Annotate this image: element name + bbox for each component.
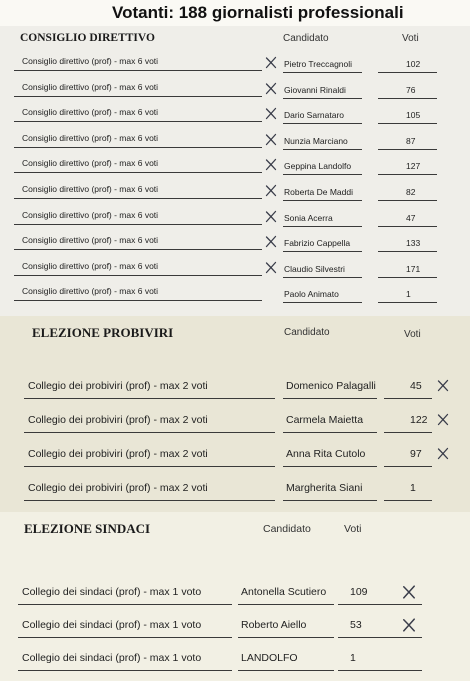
underline-rule [283,226,362,227]
underline-rule [378,98,437,99]
table-row [0,54,470,80]
table-row [0,646,470,672]
underline-rule [238,670,334,671]
underline-rule [14,275,262,276]
underline-rule [283,98,362,99]
section-title: ELEZIONE SINDACI [24,521,151,536]
column-header-candidate: Candidato [284,327,330,338]
underline-rule [384,500,432,501]
underline-rule [24,500,275,501]
underline-rule [14,172,262,173]
underline-rule [283,500,377,501]
underline-rule [18,604,232,605]
elected-x-mark-icon [265,107,277,125]
candidate-name: Carmela Maietta [286,414,364,426]
candidate-name: Claudio Silvestri [284,263,345,274]
elected-x-mark-icon [437,379,449,397]
vote-count: 109 [350,586,368,598]
underline-rule [378,123,437,124]
column-header-votes: Voti [404,329,421,340]
underline-rule [378,277,437,278]
underline-rule [283,251,362,252]
column-header-candidate: Candidato [283,33,329,44]
underline-rule [384,466,432,467]
underline-rule [378,72,437,73]
vote-count: 122 [410,414,428,426]
underline-rule [378,226,437,227]
vote-count: 76 [406,84,416,95]
column-header-votes: Voti [344,523,362,535]
vote-count: 82 [406,187,416,197]
underline-rule [24,466,275,467]
vote-count: 133 [406,238,421,249]
elected-x-mark-icon [265,184,277,202]
vote-count: 87 [406,135,416,146]
row-label: Consiglio direttivo (prof) - max 6 voti [22,235,159,246]
underline-rule [283,72,362,73]
underline-rule [14,198,262,199]
vote-count: 1 [410,482,416,494]
candidate-name: Dario Sarnataro [284,110,345,121]
underline-rule [14,147,262,148]
row-label: Collegio dei sindaci (prof) - max 1 voto [22,619,202,631]
elected-x-mark-icon [402,585,416,604]
underline-rule [18,670,232,671]
voters-title: Votanti: 188 giornalisti professionali [112,3,404,22]
table-row [0,580,470,606]
table-row [0,233,470,259]
table-row [0,476,470,502]
row-label: Collegio dei sindaci (prof) - max 1 voto [22,652,202,664]
underline-rule [283,174,362,175]
vote-count: 1 [350,652,356,664]
row-label: Collegio dei probiviri (prof) - max 2 voti [28,414,208,426]
underline-rule [283,466,377,467]
underline-rule [283,200,362,201]
underline-rule [14,96,262,97]
consiglio-direttivo-section [0,26,470,316]
underline-rule [24,432,275,433]
underline-rule [24,398,275,399]
table-row [0,156,470,182]
table-row [0,442,470,468]
vote-count: 97 [410,448,422,460]
elected-x-mark-icon [265,210,277,228]
underline-rule [283,123,362,124]
row-label: Collegio dei probiviri (prof) - max 2 voti [28,380,208,392]
candidate-name: LANDOLFO [241,652,298,664]
underline-rule [338,637,422,638]
elected-x-mark-icon [437,413,449,431]
underline-rule [14,300,262,301]
vote-count: 47 [406,212,416,223]
underline-rule [283,302,362,303]
table-row [0,182,470,208]
elected-x-mark-icon [265,235,277,253]
row-label: Consiglio direttivo (prof) - max 6 voti [22,81,159,92]
vote-count: 53 [350,619,362,631]
vote-count: 105 [406,110,421,121]
underline-rule [384,398,432,399]
column-header-votes: Voti [402,33,419,44]
probiviri-section [0,316,470,512]
section-title: CONSIGLIO DIRETTIVO [20,32,155,44]
table-row [0,259,470,285]
elected-x-mark-icon [265,261,277,279]
candidate-name: Pietro Treccagnoli [284,59,353,69]
table-row [0,374,470,400]
row-label: Collegio dei probiviri (prof) - max 2 voti [28,448,208,460]
section-title: ELEZIONE PROBIVIRI [32,325,174,340]
vote-count: 127 [406,161,421,172]
row-label: Consiglio direttivo (prof) - max 6 voti [22,107,159,118]
underline-rule [378,174,437,175]
candidate-name: Antonella Scutiero [241,586,327,598]
underline-rule [338,604,422,605]
elected-x-mark-icon [437,447,449,465]
candidate-name: Geppina Landolfo [284,161,352,172]
elected-x-mark-icon [265,56,277,74]
elected-x-mark-icon [265,133,277,151]
underline-rule [378,302,437,303]
underline-rule [18,637,232,638]
row-label: Collegio dei sindaci (prof) - max 1 voto [22,586,202,598]
underline-rule [14,224,262,225]
underline-rule [283,432,377,433]
underline-rule [378,251,437,252]
header-bar [0,0,470,26]
table-row [0,105,470,131]
candidate-name: Roberta De Maddi [284,187,353,197]
underline-rule [378,149,437,150]
underline-rule [14,121,262,122]
underline-rule [14,249,262,250]
row-label: Consiglio direttivo (prof) - max 6 voti [22,260,159,271]
candidate-name: Roberto Aiello [241,619,307,631]
candidate-name: Fabrizio Cappella [284,238,351,249]
underline-rule [283,149,362,150]
vote-count: 102 [406,59,421,69]
elected-x-mark-icon [402,618,416,637]
underline-rule [338,670,422,671]
table-row [0,613,470,639]
vote-count: 45 [410,380,422,392]
column-header-candidate: Candidato [263,523,311,535]
candidate-name: Sonia Acerra [284,212,333,223]
row-label: Consiglio direttivo (prof) - max 6 voti [22,56,159,66]
candidate-name: Giovanni Rinaldi [284,84,346,95]
table-row [0,80,470,106]
underline-rule [14,70,262,71]
underline-rule [384,432,432,433]
table-row [0,284,470,310]
table-row [0,131,470,157]
underline-rule [378,200,437,201]
underline-rule [238,637,334,638]
row-label: Consiglio direttivo (prof) - max 6 voti [22,132,159,143]
row-label: Collegio dei probiviri (prof) - max 2 voti [28,482,208,494]
table-row [0,208,470,234]
candidate-name: Anna Rita Cutolo [286,448,366,460]
vote-count: 171 [406,263,421,274]
elected-x-mark-icon [265,82,277,100]
underline-rule [283,398,377,399]
row-label: Consiglio direttivo (prof) - max 6 voti [22,286,159,297]
candidate-name: Nunzia Marciano [284,135,348,146]
underline-rule [283,277,362,278]
candidate-name: Paolo Animato [284,289,339,300]
sindaci-section [0,512,470,681]
row-label: Consiglio direttivo (prof) - max 6 voti [22,209,159,220]
vote-count: 1 [406,289,411,300]
candidate-name: Domenico Palagalli [286,380,376,392]
table-row [0,408,470,434]
row-label: Consiglio direttivo (prof) - max 6 voti [22,158,159,169]
row-label: Consiglio direttivo (prof) - max 6 voti [22,184,159,194]
candidate-name: Margherita Siani [286,482,363,494]
underline-rule [238,604,334,605]
elected-x-mark-icon [265,158,277,176]
